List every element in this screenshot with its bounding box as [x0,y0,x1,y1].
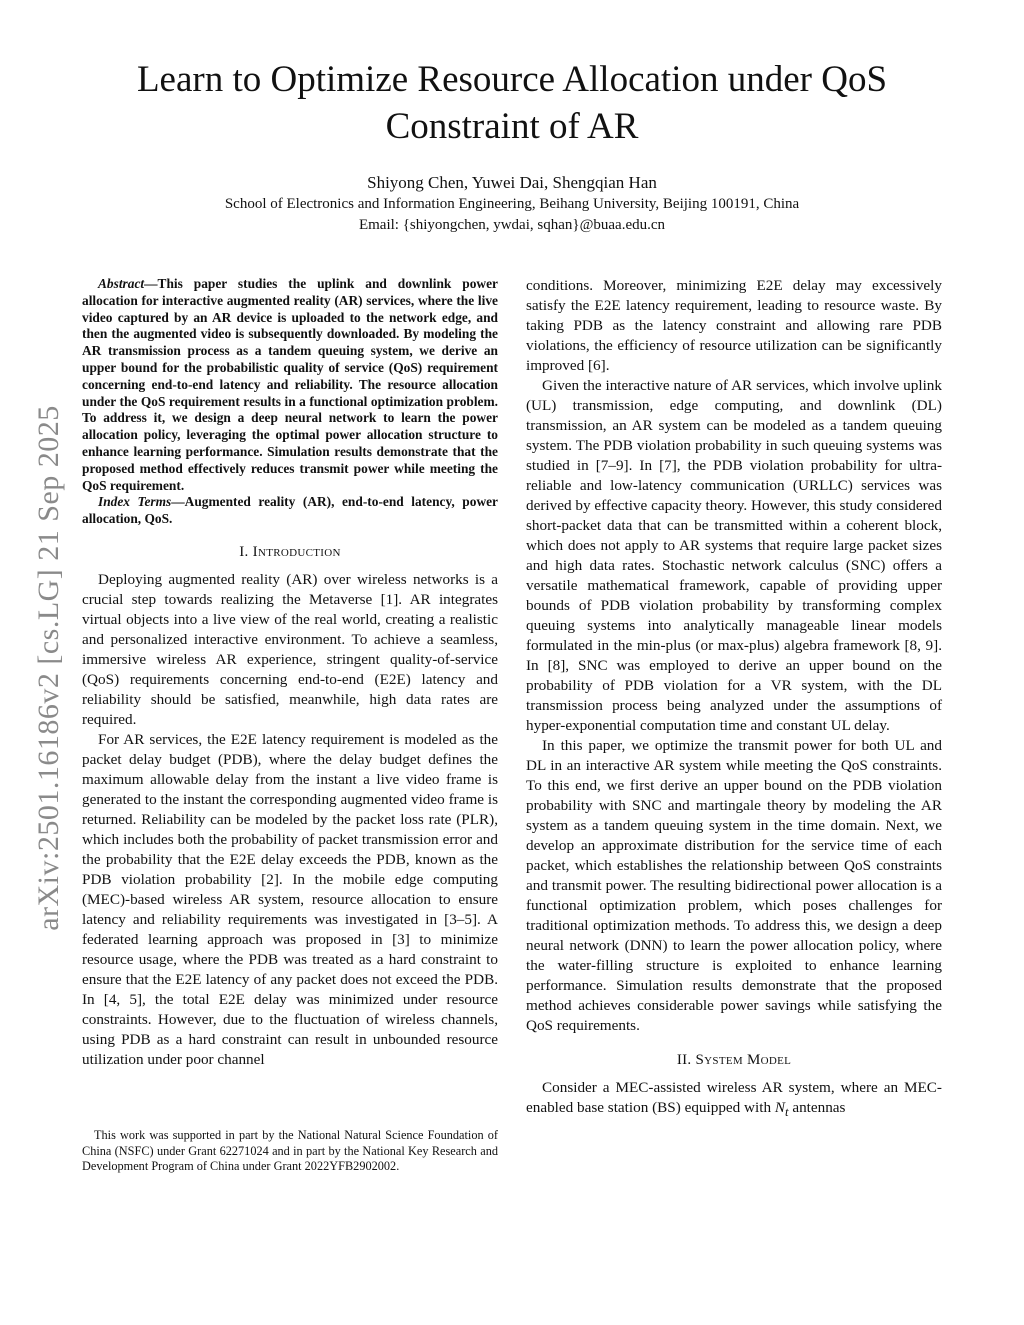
paper-title: Learn to Optimize Resource Allocation under QoS Constraint of AR [136,59,888,147]
section-number: II. [676,1052,696,1068]
intro-paragraph-1: Deploying augmented reality (AR) over wireless networks is a crucial step towards realizing the Metaverse [1]. AR integrates virtual objects into a live view of the real world, creating a realistic and personalized interactive environment. To achieve a seamless, immersive wireless AR experience, stringent quality-of-service (QoS) requirements concerning end-to-end (E2E) latency and reliability should be satisfied, meanwhile, high data rates are required. [82,570,498,728]
right-paragraph-3: In this paper, we optimize the transmit power for both UL and DL in an interactive AR system while meeting the QoS constraints. To this end, we first derive an upper bound on the PDB violation probability with SNC and martingale theory by modeling the AR system as a tandem queuing system in the time domain. Next, we develop an approximate distribution for the service time of each packet, which establishes the relationship between QoS constraints and transmit power. The resulting bidirectional power allocation is a functional optimization problem, which poses challenges for traditional optimization methods. To address this, we design a deep neural network (DNN) to learn the power allocation policy, where the water-filling structure is exploited to enhance learning performance. Simulation results demonstrate that the proposed method achieves considerable power savings while satisfying the QoS requirements. [526,737,942,1034]
arxiv-sidebar [32,0,65,1325]
section-heading-system-model [526,1050,942,1070]
index-terms [82,494,498,528]
funding-footnote: This work was supported in part by the National Natural Science Foundation of China (NSFC) under Grant 62271024 and in part by the National Key Research and Development Program of China under Grant 2022YFB2902002. [82,1128,498,1173]
author-names: Shiyong Chen, Yuwei Dai, Shengqian Han [367,173,657,192]
section-title: System Model [695,1052,792,1068]
abstract-lead: Abstract [98,276,145,291]
section-number: I. [239,543,253,560]
abstract-text: —This paper studies the uplink and downlink power allocation for interactive augmented reality (AR) services, where the live video captured by an AR device is uploaded to the network edge, and then the augmented video is subsequently downloaded. By modeling the AR transmission process as a tandem queuing system, we derive an upper bound for the probabilistic quality of service (QoS) requirement concerning end-to-end latency and reliability. The resource allocation under the QoS requirement results in a functional optimization problem. To address it, we design a deep neural network to learn the power allocation policy, leveraging the optimal power allocation structure to enhance learning performance. Simulation results demonstrate that the proposed method effectively reduces transmit power while meeting the QoS requirement. [82,276,498,493]
system-model-text-end: antennas [788,1099,846,1116]
abstract [82,276,498,494]
affiliation: School of Electronics and Information Engineering, Beihang University, Beijing 100191, China [224,196,800,212]
antenna-count-symbol [774,1099,789,1120]
section-heading-introduction [82,542,498,562]
right-paragraph-2: Given the interactive nature of AR services, which involve uplink (UL) transmission, edge computing, and downlink (DL) transmission, an AR system can be modeled as a tandem queuing system. The PDB violation probability in such queuing systems was studied in [7–9]. In [7], the PDB violation probability for ultra-reliable and low-latency communication (URLLC) services was derived by effective capacity theory. However, this study considered short-packet data that can be transmitted within a coherent block, which does not apply to AR systems that require large packet sizes and high data rates. Stochastic network calculus (SNC) offers a versatile mathematical framework, capable of providing upper bounds of PDB violation probability by transforming complex queuing systems into analytically manageable linear models formulated in the min-plus (or max-plus) algebra framework [8, 9]. In [8], SNC was employed to derive an upper bound on the probability of PDB violation for a VR system, with the DL transmission process being analyzed under the assumptions of hyper-exponential computation time and constant UL delay. [526,377,942,734]
intro-paragraph-2: For AR services, the E2E latency requirement is modeled as the packet delay budget (PDB), where the delay budget defines the maximum allowable delay from the instant a live video frame is generated to the instant the corresponding augmented video frame is returned. Reliability can be modeled by the packet loss rate (PLR), which includes both the probability of packet transmission error and the probability that the E2E delay exceeds the PDB, known as the PDB violation probability [2]. In the mobile edge computing (MEC)-based wireless AR system, resource allocation to ensure latency and reliability requirements was investigated in [3–5]. A federated learning approach was proposed in [3] to minimize resource usage, where the PDB was treated as a hard constraint to ensure that the E2E latency of any packet does not exceed the PDB. In [4, 5], the total E2E delay was minimized under resource constraints. However, due to the fluctuation of wireless channels, using PDB as a hard constraint can result in unbounded resource utilization under poor channel [82,730,498,1068]
right-column [526,276,942,1122]
email-line: Email: {shiyongchen, ywdai, sqhan}@buaa.edu.cn [358,217,666,233]
right-paragraph-1: conditions. Moreover, minimizing E2E delay may excessively satisfy the E2E latency requirement, leading to resource waste. By taking PDB as the latency constraint and allowing rare PDB violations, the efficiency of resource utilization can be significantly improved [6]. [526,277,942,374]
arxiv-identifier: arXiv:2501.16186v2 [cs.LG] 21 Sep 2025 [32,405,65,931]
section-title: Introduction [252,543,341,560]
index-terms-lead: Index Terms [98,494,172,510]
symbol-base: N [774,1099,785,1116]
author-block [80,172,944,236]
left-column [82,276,498,1070]
index-terms-text: —Augmented reality (AR), end-to-end latency, power allocation, QoS. [82,494,499,527]
system-model-paragraph [526,1078,942,1122]
system-model-text-start: Consider a MEC-assisted wireless AR system, where an MEC-enabled base station (BS) equipped with [526,1079,942,1116]
symbol-subscript: t [785,1105,789,1120]
